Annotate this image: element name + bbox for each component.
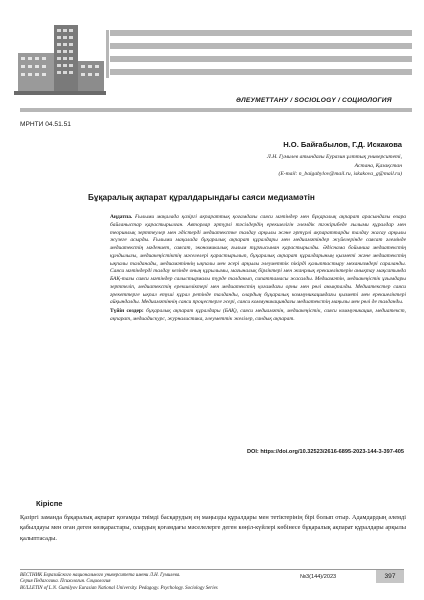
footer-rule [20, 569, 404, 570]
issue-number: №3(144)/2023 [300, 574, 337, 580]
mrnti-code: МРНТИ 04.51.51 [20, 121, 71, 128]
abstract-label: Аңдатпа. [110, 214, 133, 220]
affiliation-email: (E-mail: n_baigabylov@mail.ru, iskakova_g@mail.ru) [278, 171, 402, 178]
footer-line: Серия Педагогика. Психология. Социология [20, 579, 111, 585]
header-bar-2 [110, 56, 412, 62]
abstract-block [110, 214, 406, 324]
keywords-label: Түйін сөздер: [110, 308, 144, 314]
article-title: Бұқаралық ақпарат құралдарындағы саяси медиамәтін [88, 193, 315, 202]
abstract-text: Ғылыми мақалада қазіргі ақпараттық қоғамдағы саяси мәтіндер мен бұқаралық ақпарат арасындағы өзара байланыстар қарастырылған. Авторлар әртүрлі тәсілдердің ерекшелігін әлемдік тәжірибеде ғылыми құралдар мен теориялық зерттеулер мен әдістерді медиатекстке талдау арқылы және әртүрлі ақпараттарды талдау жасау арқылы жүзеге асырды. Ғылыми мақалада бұқаралық ақпарат құралдары мен медиамәтіндер жүйелерінде саясат әлемінде медиатекстің мәдениет, саясат, экономикалық ғылым тұрғысынан қарастырылды. Әдіснама бойынша медиатекстің құндылығы, медиакеңістіктің мәселелері қарастырылып, бұқаралық ақпарат құралдарының қызметі және медиатекстің ықпалы талданады, медиамәтіннің ықпалы мен әсері арқылы әлеуметтік пікірді қалыптастыру механизмдері сараланды. Саяси мәтіндерді талдау кезінде оның құрылымы, мағыналық бірліктері мен жанрлық ерекшеліктерін анықтау мақсатында БАҚ-тағы саяси мәтіндер салыстырмалы түрде талданып, сипаттамасы жасалды. Медиамәтін, медиакеңістік ұғымдары зерттеліп, медиатекстің ерекшеліктері мен медиатекстің қоғамдағы орны мен рөлі анықталды. Медиатекстер саяси әрекеттерге ықпал етуші құрал ретінде талданды, олардың бұқаралық коммуникациядағы қызметі мен ерекшеліктері айқындалды. Медиамәтіннің саяси процестерге әсері, саяси коммуникациядағы медиатекстің маңызы мен рөлі де талданды. [110, 214, 407, 306]
header-bar-4 [20, 108, 412, 112]
keywords-text: бұқаралық ақпарат құралдары (БАҚ), саяси медиамәтін, медиакеңістік, саяси коммуникация, медиатекст, ақпарат, медиадискурс, журналистика, әлеуметтік желілер, сандық ақпарат. [110, 308, 406, 322]
university-building-logo [14, 11, 106, 103]
article-authors: Н.О. Байғабылов, Г.Д. Искакова [283, 140, 402, 149]
header-bar-3 [110, 69, 412, 75]
introduction-paragraph: Қазіргі заманда бұқаралық ақпарат қоғамды тиімді басқарудың ең маңызды құралдары мен тетіктерінің бірі болып отыр. Адамдардың әлемді қабылдауы мен оған деген көзқарастары, олардың қоғамдағы мәселелерге деген көңіл-күйлері көбінесе бұқаралық ақпарат құралдары арқылы қалыптасады. [20, 514, 406, 542]
footer-line: BULLETIN of L.N. Gumilyov Eurasian National University. Pedagogy. Psychology. Sociology Series [20, 585, 218, 591]
header-bar-1 [110, 43, 412, 49]
footer-line: ВЕСТНИК Евразийского национального университета имени Л.Н. Гумилева. [20, 573, 181, 578]
section-heading-introduction: Кіріспе [36, 499, 63, 508]
author-affiliation [152, 153, 402, 179]
journal-section-label: ӘЛЕУМЕТТАНУ / SOCIOLOGY / СОЦИОЛОГИЯ [236, 97, 392, 104]
footer-journal-info [20, 573, 218, 592]
page-number: 397 [376, 570, 404, 583]
doi-link[interactable]: DOI: https://doi.org/10.32523/2616-6895-2023-144-3-397-405 [246, 449, 404, 455]
header-bar-top [110, 30, 412, 36]
affiliation-line: Л.Н. Гумилев атындағы Еуразия ұлттық университеті, [267, 154, 402, 160]
affiliation-line: Астана, Қазақстан [354, 162, 402, 169]
